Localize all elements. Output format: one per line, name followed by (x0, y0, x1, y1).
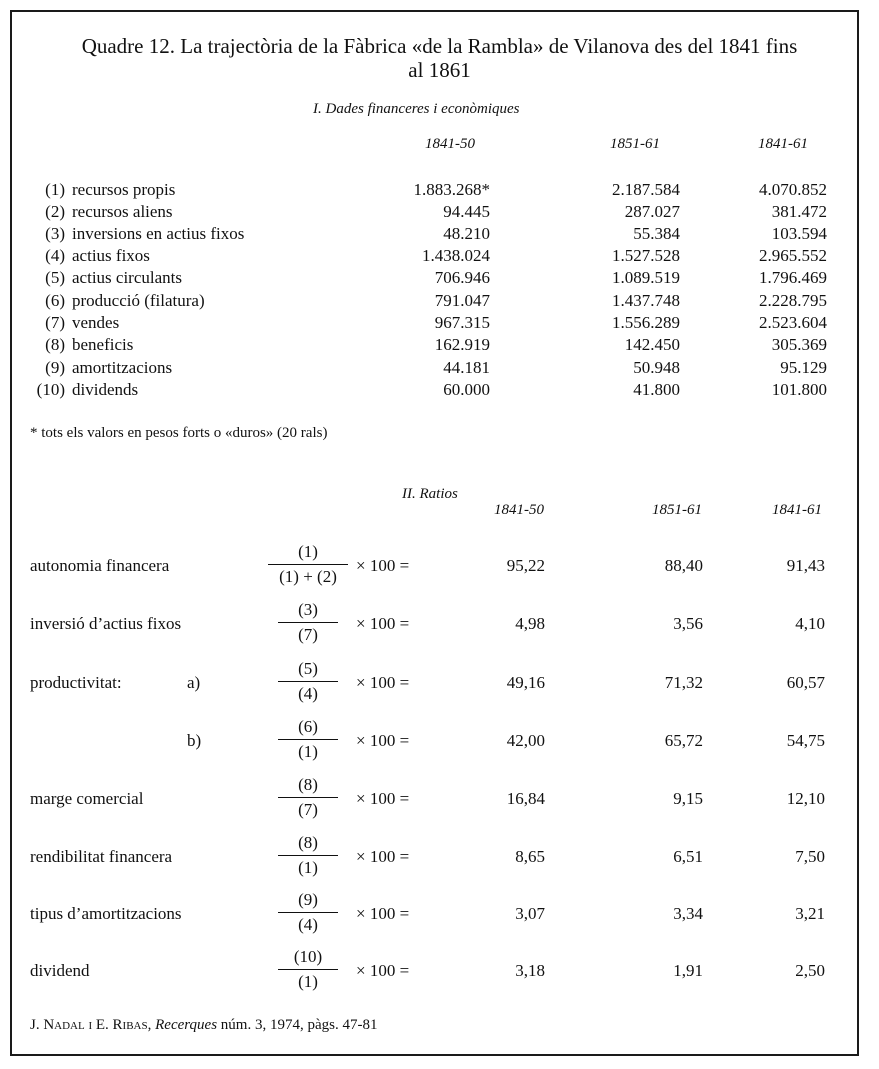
fraction-bar (278, 969, 338, 970)
ratio-label: dividend (30, 961, 90, 980)
data-cell: 381.472 (771, 202, 827, 221)
data-cell: 48.210 (443, 224, 490, 243)
ratio-value: 4,98 (515, 614, 545, 633)
ratio-fraction (278, 889, 338, 936)
ratio-label: autonomia financera (30, 556, 170, 575)
ratio-fraction (278, 946, 338, 993)
ratio-value: 8,65 (515, 847, 545, 866)
fraction-bar (278, 681, 338, 682)
data-cell: 44.181 (443, 358, 490, 377)
row-number: (7) (45, 313, 65, 332)
table-title-line2: al 1861 (408, 58, 471, 82)
data-cell: 60.000 (443, 380, 490, 399)
row-number: (5) (45, 268, 65, 287)
times-100-label: × 100 = (356, 731, 410, 750)
source-authors: J. Nadal i E. Ribas, (30, 1017, 152, 1033)
fraction-bar (278, 622, 338, 623)
ratio-value: 60,57 (786, 673, 825, 692)
row-number: (2) (45, 202, 65, 221)
fraction-denominator: (1) (298, 858, 318, 877)
ratio-value: 2,50 (795, 961, 825, 980)
fraction-bar (278, 912, 338, 913)
data-cell: 162.919 (434, 335, 490, 354)
times-100-label: × 100 = (356, 614, 410, 633)
fraction-bar (268, 564, 348, 565)
s2-col-1841-61: 1841-61 (772, 502, 822, 518)
s1-col-1841-61: 1841-61 (758, 136, 808, 152)
ratio-sublabel: b) (187, 731, 202, 750)
row-label: actius fixos (72, 246, 150, 265)
row-label: vendes (72, 313, 120, 332)
fraction-bar (278, 855, 338, 856)
fraction-bar (278, 797, 338, 798)
table-title-line1: Quadre 12. La trajectòria de la Fàbrica «de la Rambla» de Vilanova des del 1841 fins (81, 34, 798, 58)
times-100-label: × 100 = (356, 904, 410, 923)
source-citation (30, 1017, 377, 1034)
ratio-value: 12,10 (786, 789, 825, 808)
ratio-value: 6,51 (673, 847, 703, 866)
ratio-label: marge comercial (30, 789, 144, 808)
data-cell: 305.369 (771, 335, 827, 354)
row-label: beneficis (72, 335, 134, 354)
row-label: inversions en actius fixos (72, 224, 245, 243)
data-cell: 1.438.024 (422, 246, 490, 265)
fraction-denominator: (4) (298, 915, 318, 934)
data-cell: 1.883.268* (413, 180, 490, 199)
ratio-fraction (278, 658, 338, 705)
data-cell: 2.187.584 (612, 180, 680, 199)
row-number: (9) (45, 358, 65, 377)
times-100-label: × 100 = (356, 789, 410, 808)
data-cell: 1.527.528 (612, 246, 680, 265)
ratio-label: tipus d’amortitzacions (30, 904, 182, 923)
data-cell: 706.946 (434, 268, 490, 287)
ratio-value: 9,15 (673, 789, 703, 808)
times-100-label: × 100 = (356, 556, 410, 575)
ratio-value: 42,00 (506, 731, 545, 750)
fraction-numerator: (5) (298, 659, 318, 678)
ratio-value: 4,10 (795, 614, 825, 633)
ratio-value: 3,34 (673, 904, 703, 923)
fraction-denominator: (1) (298, 972, 318, 991)
data-cell: 103.594 (771, 224, 827, 243)
row-number: (8) (45, 335, 65, 354)
data-cell: 1.089.519 (612, 268, 680, 287)
fraction-denominator: (4) (298, 684, 318, 703)
data-cell: 287.027 (624, 202, 680, 221)
row-number: (6) (45, 291, 65, 310)
ratio-label: productivitat: (30, 673, 122, 692)
ratio-label: rendibilitat financera (30, 847, 173, 866)
ratio-value: 3,07 (515, 904, 545, 923)
s2-col-1841-50: 1841-50 (494, 502, 544, 518)
data-cell: 2.523.604 (759, 313, 827, 332)
fraction-denominator: (1) (298, 742, 318, 761)
fraction-numerator: (1) (298, 542, 318, 561)
row-label: recursos propis (72, 180, 176, 199)
row-label: producció (filatura) (72, 291, 205, 310)
data-cell: 2.965.552 (759, 246, 827, 265)
fraction-numerator: (8) (298, 833, 318, 852)
times-100-label: × 100 = (356, 673, 410, 692)
ratio-value: 49,16 (506, 673, 545, 692)
data-cell: 967.315 (434, 313, 490, 332)
ratio-fraction (278, 832, 338, 879)
ratio-fraction (278, 716, 338, 763)
section2-heading: II. Ratios (402, 486, 458, 502)
row-label: actius circulants (72, 268, 182, 287)
ratio-value: 3,18 (515, 961, 545, 980)
ratio-sublabel: a) (187, 673, 201, 692)
footnote: * tots els valors en pesos forts o «duros» (20 rals) (30, 425, 328, 441)
data-cell: 1.796.469 (759, 268, 827, 287)
ratio-value: 65,72 (664, 731, 703, 750)
data-cell: 101.800 (771, 380, 827, 399)
data-cell: 4.070.852 (759, 180, 827, 199)
data-cell: 41.800 (633, 380, 680, 399)
row-number: (10) (36, 380, 65, 399)
fraction-numerator: (10) (293, 947, 323, 966)
s1-col-1851-61: 1851-61 (610, 136, 660, 152)
table-frame (10, 10, 859, 1056)
row-number: (4) (45, 246, 65, 265)
section1-heading: I. Dades financeres i econòmiques (313, 101, 520, 117)
ratio-value: 3,21 (795, 904, 825, 923)
fraction-denominator: (7) (298, 800, 318, 819)
ratio-value: 88,40 (664, 556, 703, 575)
data-cell: 2.228.795 (759, 291, 827, 310)
fraction-bar (278, 739, 338, 740)
ratio-fraction (278, 599, 338, 646)
row-label: dividends (72, 380, 139, 399)
s2-col-1851-61: 1851-61 (652, 502, 702, 518)
fraction-denominator: (7) (298, 625, 318, 644)
ratio-value: 95,22 (506, 556, 545, 575)
ratio-value: 91,43 (786, 556, 825, 575)
times-100-label: × 100 = (356, 847, 410, 866)
source-details: núm. 3, 1974, pàgs. 47-81 (220, 1017, 378, 1033)
row-number: (1) (45, 180, 65, 199)
ratio-value: 3,56 (673, 614, 703, 633)
source-journal: Recerques (155, 1017, 218, 1033)
fraction-numerator: (6) (298, 717, 318, 736)
ratio-value: 71,32 (664, 673, 703, 692)
fraction-numerator: (9) (298, 890, 318, 909)
fraction-denominator: (1) + (2) (279, 567, 337, 586)
times-100-label: × 100 = (356, 961, 410, 980)
data-cell: 55.384 (633, 224, 680, 243)
ratio-value: 1,91 (673, 961, 703, 980)
data-cell: 1.556.289 (612, 313, 680, 332)
data-cell: 94.445 (443, 202, 490, 221)
ratio-fraction (268, 541, 348, 588)
data-cell: 142.450 (624, 335, 680, 354)
s1-col-1841-50: 1841-50 (425, 136, 475, 152)
fraction-numerator: (3) (298, 600, 318, 619)
ratio-value: 54,75 (786, 731, 825, 750)
row-label: amortitzacions (72, 358, 173, 377)
ratio-label: inversió d’actius fixos (30, 614, 182, 633)
ratio-value: 16,84 (506, 789, 545, 808)
data-cell: 95.129 (780, 358, 827, 377)
ratio-fraction (278, 774, 338, 821)
row-number: (3) (45, 224, 65, 243)
fraction-numerator: (8) (298, 775, 318, 794)
data-cell: 50.948 (633, 358, 680, 377)
data-cell: 1.437.748 (612, 291, 680, 310)
row-label: recursos aliens (72, 202, 173, 221)
data-cell: 791.047 (434, 291, 490, 310)
ratio-value: 7,50 (795, 847, 825, 866)
